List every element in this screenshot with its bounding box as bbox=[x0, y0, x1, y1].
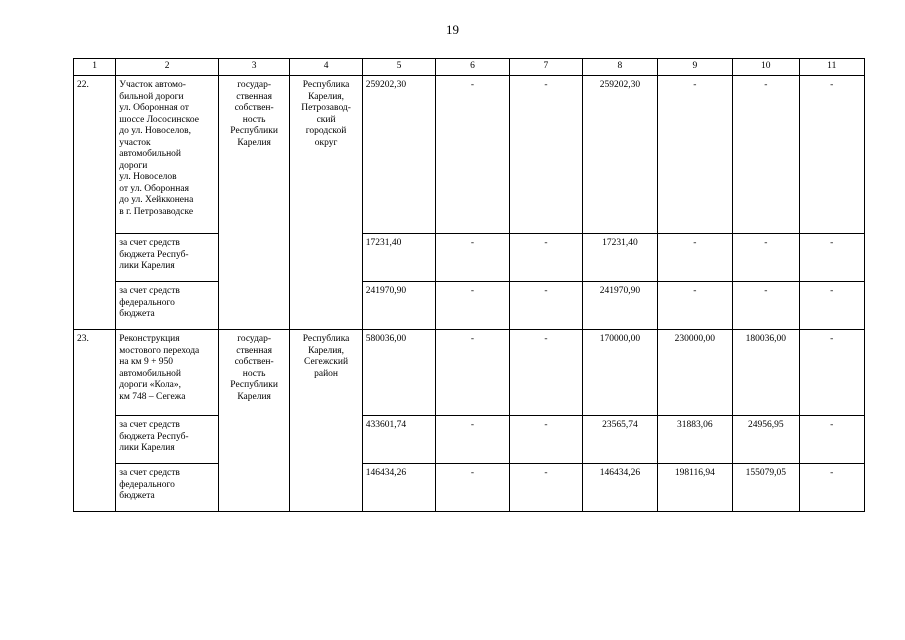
value-cell: - bbox=[733, 234, 799, 282]
page-number: 19 bbox=[446, 22, 459, 37]
total-value: 259202,30 bbox=[362, 76, 435, 234]
value-cell: 146434,26 bbox=[583, 464, 657, 512]
value-cell: - bbox=[436, 464, 509, 512]
ownership-cell: государ- ственная собствен- ность Республики Карелия bbox=[218, 330, 289, 512]
value-cell: - bbox=[733, 282, 799, 330]
value-cell: - bbox=[657, 282, 732, 330]
value-cell: 17231,40 bbox=[583, 234, 657, 282]
funding-source: за счет средств федерального бюджета bbox=[116, 464, 219, 512]
value-cell: - bbox=[799, 330, 865, 416]
object-name: Участок автомо- бильной дороги ул. Оборонная от шоссе Лососинское до ул. Новоселов, участок автомобильной дороги ул. Новоселов от ул. Оборонная до ул. Хейкконена в г. Петрозаводске bbox=[116, 76, 219, 234]
total-value: 146434,26 bbox=[362, 464, 435, 512]
funding-source: за счет средств бюджета Респуб- лики Карелия bbox=[116, 234, 219, 282]
table-row bbox=[74, 76, 865, 234]
value-cell: - bbox=[509, 330, 582, 416]
location-cell: Республика Карелия, Сегежский район bbox=[290, 330, 362, 512]
value-cell: - bbox=[436, 282, 509, 330]
header-cell: 9 bbox=[657, 59, 732, 76]
ownership-cell: государ- ственная собствен- ность Республики Карелия bbox=[218, 76, 289, 330]
value-cell: - bbox=[509, 234, 582, 282]
value-cell: - bbox=[509, 282, 582, 330]
location-cell: Республика Карелия, Петрозавод- ский городской округ bbox=[290, 76, 362, 330]
value-cell: 170000,00 bbox=[583, 330, 657, 416]
table-row bbox=[74, 330, 865, 416]
value-cell: 230000,00 bbox=[657, 330, 732, 416]
data-table bbox=[73, 58, 865, 512]
total-value: 433601,74 bbox=[362, 416, 435, 464]
header-cell: 7 bbox=[509, 59, 582, 76]
table-subrow bbox=[74, 234, 865, 282]
header-cell: 8 bbox=[583, 59, 657, 76]
funding-source: за счет средств федерального бюджета bbox=[116, 282, 219, 330]
header-cell: 4 bbox=[290, 59, 362, 76]
header-cell: 6 bbox=[436, 59, 509, 76]
value-cell: - bbox=[733, 76, 799, 234]
header-cell: 5 bbox=[362, 59, 435, 76]
funding-source: за счет средств бюджета Респуб- лики Карелия bbox=[116, 416, 219, 464]
header-cell: 1 bbox=[74, 59, 116, 76]
value-cell: 180036,00 bbox=[733, 330, 799, 416]
value-cell: - bbox=[657, 76, 732, 234]
total-value: 580036,00 bbox=[362, 330, 435, 416]
header-cell: 3 bbox=[218, 59, 289, 76]
value-cell: - bbox=[436, 416, 509, 464]
header-cell: 2 bbox=[116, 59, 219, 76]
value-cell: 241970,90 bbox=[583, 282, 657, 330]
value-cell: 23565,74 bbox=[583, 416, 657, 464]
value-cell: - bbox=[799, 282, 865, 330]
value-cell: - bbox=[509, 76, 582, 234]
value-cell: 198116,94 bbox=[657, 464, 732, 512]
value-cell: - bbox=[436, 234, 509, 282]
value-cell: - bbox=[657, 234, 732, 282]
row-number: 23. bbox=[74, 330, 116, 512]
value-cell: 259202,30 bbox=[583, 76, 657, 234]
value-cell: - bbox=[436, 330, 509, 416]
value-cell: 31883,06 bbox=[657, 416, 732, 464]
value-cell: - bbox=[799, 76, 865, 234]
total-value: 241970,90 bbox=[362, 282, 435, 330]
table-subrow bbox=[74, 282, 865, 330]
value-cell: - bbox=[509, 464, 582, 512]
value-cell: 155079,05 bbox=[733, 464, 799, 512]
header-cell: 11 bbox=[799, 59, 865, 76]
value-cell: - bbox=[799, 464, 865, 512]
total-value: 17231,40 bbox=[362, 234, 435, 282]
value-cell: - bbox=[436, 76, 509, 234]
table-subrow bbox=[74, 464, 865, 512]
value-cell: - bbox=[799, 416, 865, 464]
value-cell: 24956,95 bbox=[733, 416, 799, 464]
header-cell: 10 bbox=[733, 59, 799, 76]
header-row bbox=[74, 59, 865, 76]
table-subrow bbox=[74, 416, 865, 464]
value-cell: - bbox=[799, 234, 865, 282]
object-name: Реконструкция мостового перехода на км 9 + 950 автомобильной дороги «Кола», км 748 – Сегежа bbox=[116, 330, 219, 416]
value-cell: - bbox=[509, 416, 582, 464]
row-number: 22. bbox=[74, 76, 116, 330]
